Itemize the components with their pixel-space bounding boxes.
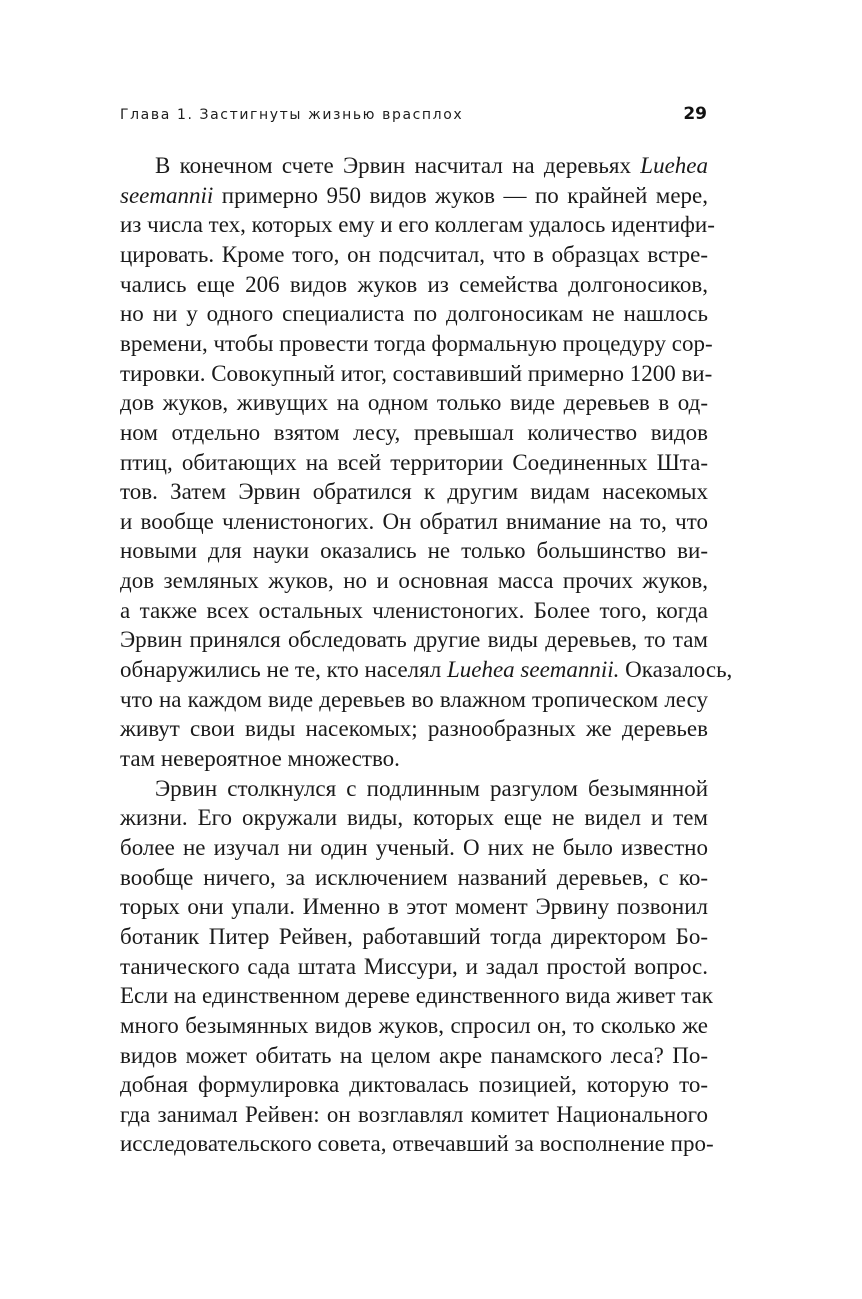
paragraph-1-line — [120, 596, 708, 626]
paragraph-2-line — [120, 803, 708, 833]
paragraph-1-line — [120, 329, 713, 359]
text-segment: Оказалось, — [619, 657, 733, 682]
paragraph-1-line — [120, 240, 708, 270]
paragraph-1-line — [120, 744, 708, 774]
running-head: Глава 1. Застигнуты жизнью врасплох — [120, 107, 464, 123]
paragraph-2-line — [120, 981, 713, 1011]
text-segment: более не изучал ни один ученый. О них не было известно — [120, 835, 708, 860]
paragraph-2-line — [120, 1129, 714, 1159]
paragraph-1-line — [120, 714, 708, 744]
text-segment: видов может обитать на целом акре панамского леса? По- — [120, 1043, 708, 1068]
paragraph-1-line — [120, 448, 708, 478]
text-segment: ном отдельно взятом лесу, превышал количество видов — [120, 420, 708, 445]
text-segment: Эрвин принялся обследовать другие виды деревьев, то там — [120, 627, 708, 652]
text-segment: чались еще 206 видов жуков из семейства долгоносиков, — [120, 272, 708, 297]
text-segment: но ни у одного специалиста по долгоносикам не нашлось — [120, 301, 708, 326]
text-segment: добная формулировка диктовалась позицией, которую то- — [120, 1072, 708, 1097]
text-segment: времени, чтобы провести тогда формальную процедуру сор- — [120, 331, 713, 356]
paragraph-1-line — [120, 388, 708, 418]
paragraph-2-line — [120, 922, 708, 952]
paragraph-1-line — [120, 655, 733, 685]
paragraph-1-line — [155, 151, 708, 181]
paragraph-1-line — [120, 625, 708, 655]
text-segment: тов. Затем Эрвин обратился к другим видам насекомых — [120, 479, 708, 504]
text-segment: торых они упали. Именно в этот момент Эрвину позвонил — [120, 894, 708, 919]
text-segment: примерно 950 видов жуков — по крайней мере, — [213, 183, 708, 208]
text-segment: жизни. Его окружали виды, которых еще не видел и тем — [120, 805, 708, 830]
text-segment: Эрвин столкнулся с подлинным разгулом безымянной — [155, 776, 708, 801]
text-segment: ботаник Питер Рейвен, работавший тогда директором Бо- — [120, 924, 708, 949]
text-segment: гда занимал Рейвен: он возглавлял комитет Национального — [120, 1102, 708, 1127]
paragraph-1-line — [120, 566, 708, 596]
text-segment: танического сада штата Миссури, и задал простой вопрос. — [120, 954, 708, 979]
text-segment: В конечном счете Эрвин насчитал на деревьях — [155, 153, 641, 178]
text-segment: живут свои виды насекомых; разнообразных же деревьев — [120, 716, 708, 741]
paragraph-1-line — [120, 181, 708, 211]
page-number: 29 — [683, 104, 707, 124]
text-segment: новыми для науки оказались не только большинство ви- — [120, 538, 708, 563]
paragraph-1-line — [120, 210, 715, 240]
paragraph-2-line — [120, 1100, 708, 1130]
paragraph-1-line — [120, 299, 708, 329]
paragraph-2-line — [155, 774, 708, 804]
text-segment: там невероятное множество. — [120, 746, 400, 771]
paragraph-2-line — [120, 833, 708, 863]
paragraph-1-line — [120, 536, 708, 566]
paragraph-2-line — [120, 1041, 708, 1071]
text-segment: и вообще членистоногих. Он обратил внимание на то, что — [120, 509, 708, 534]
paragraph-1-line — [120, 477, 708, 507]
paragraph-1-line — [120, 685, 708, 715]
text-segment: цировать. Кроме того, он подсчитал, что в образцах встре- — [120, 242, 708, 267]
paragraph-2-line — [120, 892, 708, 922]
italic-species-name: Luehea — [640, 153, 708, 178]
text-segment: что на каждом виде деревьев во влажном тропическом лесу — [120, 687, 708, 712]
italic-species-name: Luehea seemannii. — [446, 657, 620, 682]
text-segment: дов земляных жуков, но и основная масса прочих жуков, — [120, 568, 708, 593]
paragraph-2-line — [120, 952, 708, 982]
text-segment: исследовательского совета, отвечавший за восполнение про- — [120, 1131, 714, 1156]
paragraph-2-line — [120, 1070, 708, 1100]
text-segment: тировки. Совокупный итог, составивший примерно 1200 ви- — [120, 361, 713, 386]
italic-species-name: seemannii — [120, 183, 214, 208]
paragraph-1-line — [120, 359, 713, 389]
text-segment: много безымянных видов жуков, спросил он, то сколько же — [120, 1013, 708, 1038]
paragraph-2-line — [120, 863, 708, 893]
text-segment: птиц, обитающих на всей территории Соединенных Шта- — [120, 450, 708, 475]
text-segment: обнаружились не те, кто населял — [120, 657, 447, 682]
text-segment: а также всех остальных членистоногих. Более того, когда — [120, 598, 708, 623]
text-segment: Если на единственном дереве единственного вида живет так — [120, 983, 713, 1008]
text-segment: вообще ничего, за исключением названий деревьев, с ко- — [120, 865, 708, 890]
paragraph-1-line — [120, 270, 708, 300]
text-segment: из числа тех, которых ему и его коллегам удалось идентифи- — [120, 212, 715, 237]
paragraph-1-line — [120, 418, 708, 448]
paragraph-1-line — [120, 507, 708, 537]
text-segment: дов жуков, живущих на одном только виде деревьев в од- — [120, 390, 708, 415]
paragraph-2-line — [120, 1011, 708, 1041]
